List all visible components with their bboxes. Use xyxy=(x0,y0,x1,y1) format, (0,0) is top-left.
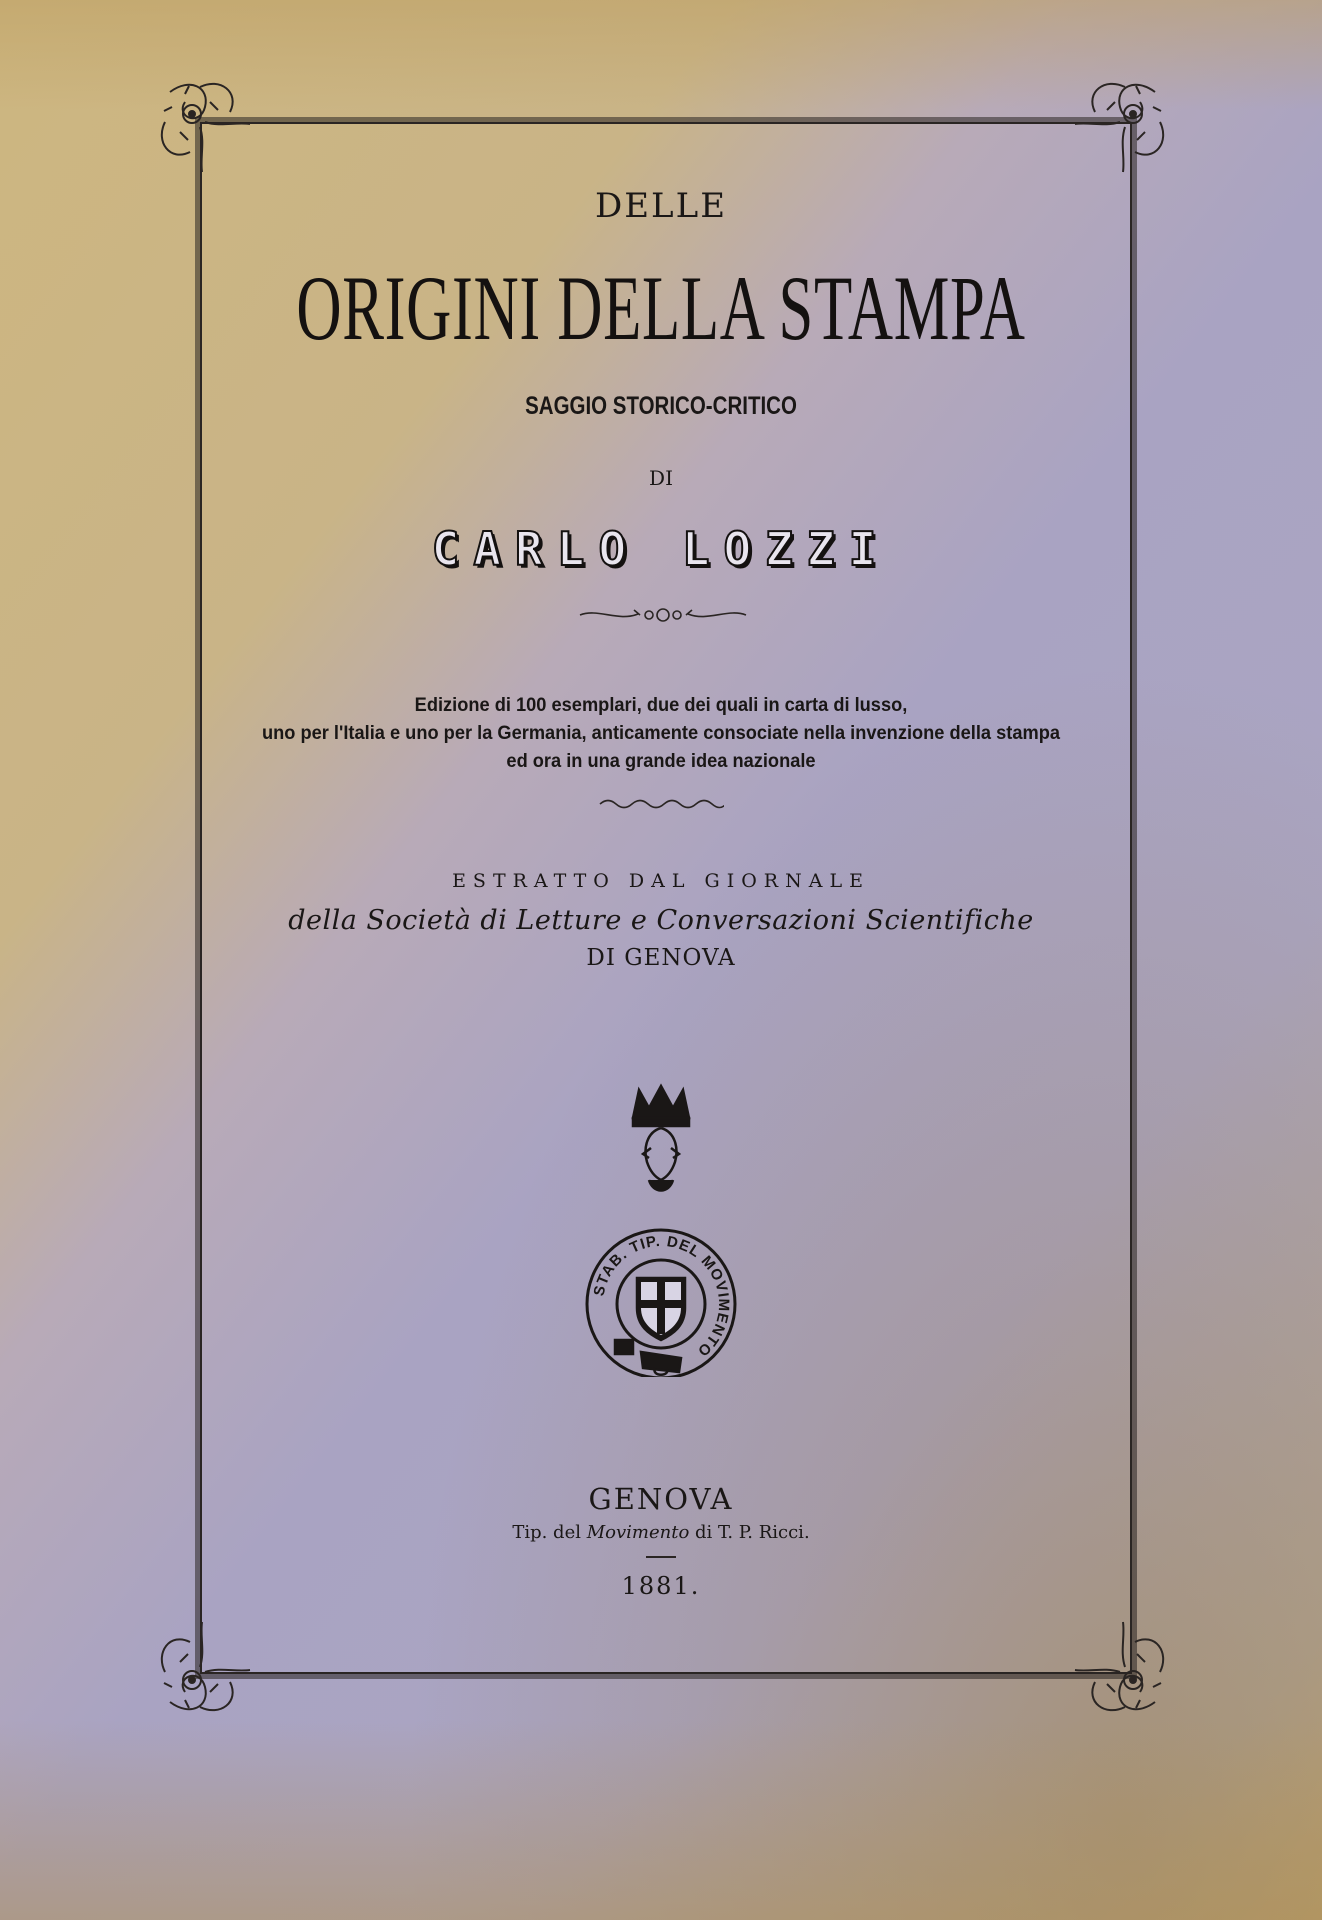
extract-line: ESTRATTO DAL GIORNALE xyxy=(452,870,870,892)
flourish-icon xyxy=(578,600,748,630)
corner-ornament-icon xyxy=(150,72,260,182)
edition-line: ed ora in una grande idea nazionale xyxy=(506,751,816,772)
printer-italic: Movimento xyxy=(586,1522,690,1543)
city-line: DI GENOVA xyxy=(586,945,736,971)
printer-prefix: Tip. del xyxy=(512,1522,587,1543)
edition-line: Edizione di 100 esemplari, due dei quali in carta di lusso, xyxy=(414,695,908,716)
wave-rule-icon xyxy=(598,796,724,812)
edition-line: uno per l'Italia e uno per la Germania, anticamente consociate nella invenzione della stampa xyxy=(261,723,1061,744)
paper-stain-bottom xyxy=(0,1720,1322,1920)
corner-ornament-icon xyxy=(1065,1612,1175,1722)
printer-line xyxy=(0,1522,1322,1543)
publication-year: 1881. xyxy=(621,1572,701,1600)
author-name: CARLO LOZZI xyxy=(431,522,891,576)
imprint-city: GENOVA xyxy=(588,1482,734,1516)
page-title: ORIGINI DELLA STAMPA xyxy=(296,257,1026,359)
divider xyxy=(646,1556,676,1558)
printer-suffix: di T. P. Ricci. xyxy=(689,1522,810,1543)
by-line: DI xyxy=(649,466,673,490)
corner-ornament-icon xyxy=(150,1612,260,1722)
emblem-text: STAB. TIP. DEL MOVIMENTO xyxy=(590,1232,733,1360)
society-line: della Società di Letture e Conversazioni Scientifiche xyxy=(288,905,1034,936)
edition-note xyxy=(26,692,1295,776)
printer-emblem-icon xyxy=(581,1082,741,1377)
corner-ornament-icon xyxy=(1065,72,1175,182)
subtitle: SAGGIO STORICO-CRITICO xyxy=(525,392,797,420)
heading-small: DELLE xyxy=(594,186,728,226)
